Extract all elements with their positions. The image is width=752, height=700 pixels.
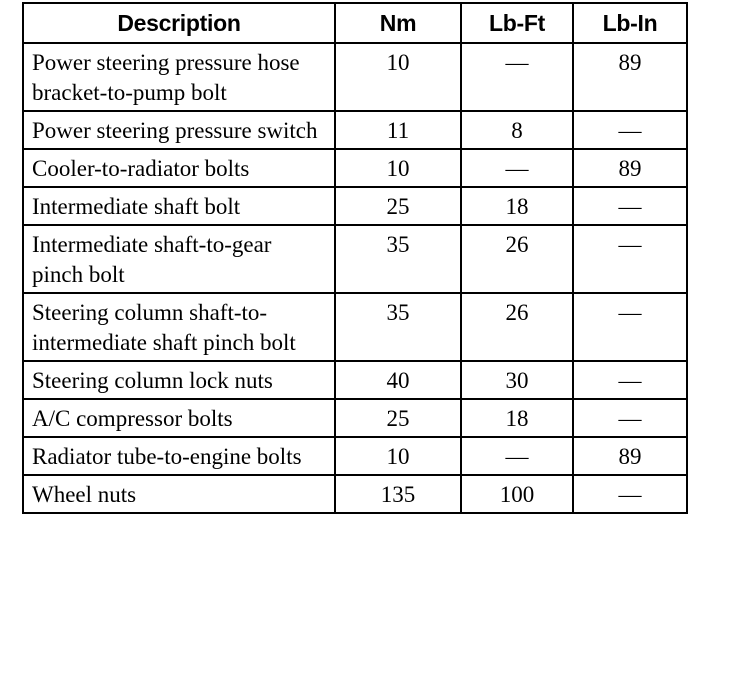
cell-nm: 11 — [335, 111, 461, 149]
cell-nm: 40 — [335, 361, 461, 399]
table-row — [23, 225, 687, 293]
table-row — [23, 437, 687, 475]
cell-lb-in: — — [573, 475, 687, 513]
cell-description: Radiator tube-to-engine bolts — [23, 437, 335, 475]
header-lb-ft: Lb-Ft — [461, 3, 573, 43]
header-lb-in: Lb-In — [573, 3, 687, 43]
cell-lb-in: — — [573, 111, 687, 149]
cell-lb-in: 89 — [573, 437, 687, 475]
table-row — [23, 111, 687, 149]
torque-spec-table — [22, 2, 688, 514]
cell-description: Cooler-to-radiator bolts — [23, 149, 335, 187]
cell-lb-ft: — — [461, 437, 573, 475]
cell-description: Power steering pressure hose bracket-to-pump bolt — [23, 43, 335, 111]
cell-lb-ft: — — [461, 149, 573, 187]
cell-description: Intermediate shaft bolt — [23, 187, 335, 225]
header-nm: Nm — [335, 3, 461, 43]
cell-nm: 135 — [335, 475, 461, 513]
cell-lb-ft: 100 — [461, 475, 573, 513]
cell-nm: 25 — [335, 399, 461, 437]
cell-nm: 35 — [335, 293, 461, 361]
cell-description: A/C compressor bolts — [23, 399, 335, 437]
cell-lb-ft: 8 — [461, 111, 573, 149]
cell-description: Power steering pressure switch — [23, 111, 335, 149]
cell-lb-ft: 30 — [461, 361, 573, 399]
cell-lb-in: — — [573, 293, 687, 361]
cell-lb-ft: 26 — [461, 225, 573, 293]
cell-lb-in: 89 — [573, 43, 687, 111]
cell-lb-in: — — [573, 399, 687, 437]
table-row — [23, 43, 687, 111]
cell-description: Steering column lock nuts — [23, 361, 335, 399]
cell-nm: 25 — [335, 187, 461, 225]
header-description: Description — [23, 3, 335, 43]
cell-lb-ft: — — [461, 43, 573, 111]
cell-lb-ft: 18 — [461, 187, 573, 225]
table-header-row — [23, 3, 687, 43]
cell-description: Intermediate shaft-to-gear pinch bolt — [23, 225, 335, 293]
cell-lb-ft: 26 — [461, 293, 573, 361]
cell-lb-ft: 18 — [461, 399, 573, 437]
cell-description: Steering column shaft-to-intermediate shaft pinch bolt — [23, 293, 335, 361]
cell-lb-in: 89 — [573, 149, 687, 187]
cell-lb-in: — — [573, 187, 687, 225]
table-row — [23, 399, 687, 437]
cell-nm: 35 — [335, 225, 461, 293]
cell-nm: 10 — [335, 43, 461, 111]
table-row — [23, 293, 687, 361]
cell-description: Wheel nuts — [23, 475, 335, 513]
cell-lb-in: — — [573, 361, 687, 399]
table-row — [23, 475, 687, 513]
cell-nm: 10 — [335, 437, 461, 475]
table-row — [23, 149, 687, 187]
cell-lb-in: — — [573, 225, 687, 293]
table-row — [23, 361, 687, 399]
table-row — [23, 187, 687, 225]
cell-nm: 10 — [335, 149, 461, 187]
